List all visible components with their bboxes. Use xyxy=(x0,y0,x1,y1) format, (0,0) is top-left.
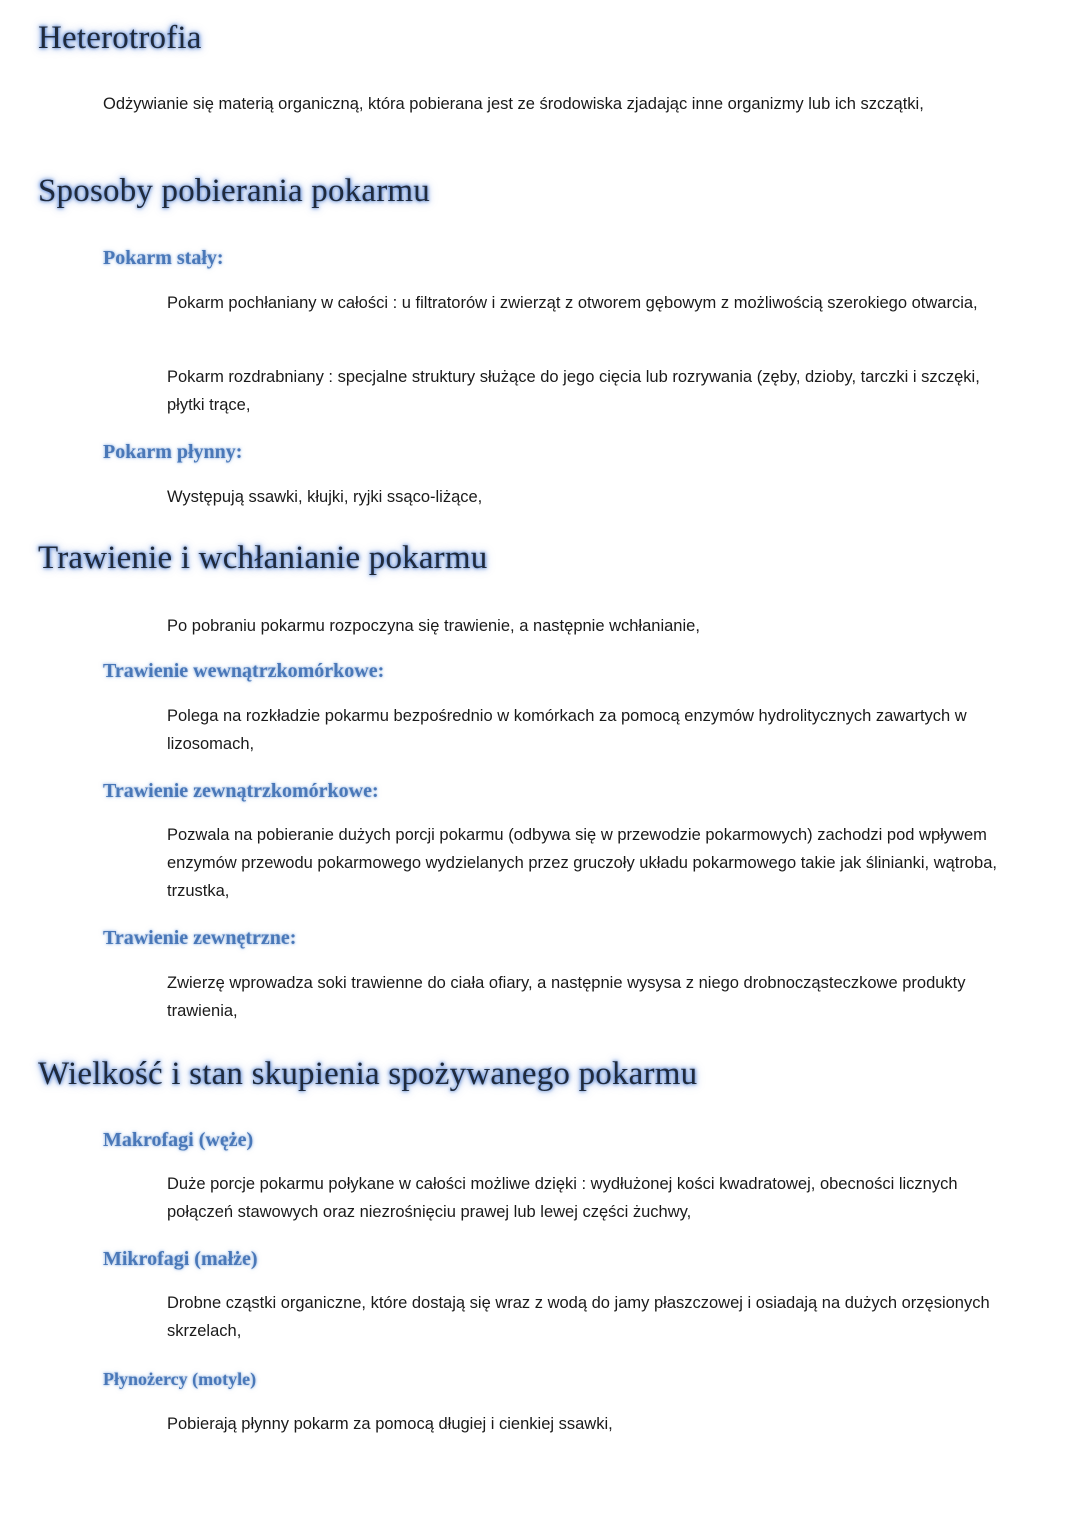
paragraph-trawienie-zewnatrzkomorkowe: Pozwala na pobieranie dużych porcji pokarmu (odbywa się w przewodzie pokarmowych) zachodzi pod wpływem enzymów przewodu pokarmowego wydzielanych przez gruczoły układu pokarmowego takie jak ślinianki, wątroba, trzustka, xyxy=(167,826,997,900)
paragraph-pokarm-pochlaniany: Pokarm pochłaniany w całości : u filtratorów i zwierząt z otworem gębowym z możliwością szerokiego otwarcia, xyxy=(167,294,978,312)
subheading-trawienie-zewnetrzne: Trawienie zewnętrzne: xyxy=(103,927,297,949)
paragraph-pokarm-plynny: Występują ssawki, kłujki, ryjki ssąco-liżące, xyxy=(167,488,483,506)
paragraph-makrofagi: Duże porcje pokarmu połykane w całości możliwe dzięki : wydłużonej kości kwadratowej, obecności licznych połączeń stawowych oraz niezrośnięciu prawej lub lewej części żuchwy, xyxy=(167,1175,958,1221)
subheading-pokarm-staly: Pokarm stały: xyxy=(103,247,224,269)
subheading-mikrofagi: Mikrofagi (małże) xyxy=(103,1248,258,1270)
paragraph-mikrofagi: Drobne cząstki organiczne, które dostają się wraz z wodą do jamy płaszczowej i osiadają na dużych orzęsionych skrzelach, xyxy=(167,1294,990,1340)
heading-heterotrofia: Heterotrofia xyxy=(38,20,202,56)
paragraph-plynozercy: Pobierają płynny pokarm za pomocą długiej i cienkiej ssawki, xyxy=(167,1415,613,1433)
subheading-pokarm-plynny: Pokarm płynny: xyxy=(103,441,243,463)
paragraph-heterotrofia-definition: Odżywianie się materią organiczną, która pobierana jest ze środowiska zjadając inne organizmy lub ich szczątki, xyxy=(103,95,924,113)
paragraph-pokarm-rozdrabniany: Pokarm rozdrabniany : specjalne struktury służące do jego cięcia lub rozrywania (zęby, dzioby, tarczki i szczęki, płytki trące, xyxy=(167,368,980,414)
heading-trawienie-wchlanianie: Trawienie i wchłanianie pokarmu xyxy=(38,540,488,576)
subheading-trawienie-wewnatrzkomorkowe: Trawienie wewnątrzkomórkowe: xyxy=(103,660,385,682)
heading-wielkosc-stan-skupienia: Wielkość i stan skupienia spożywanego pokarmu xyxy=(38,1056,698,1092)
paragraph-trawienie-zewnetrzne: Zwierzę wprowadza soki trawienne do ciała ofiary, a następnie wysysa z niego drobnocząsteczkowe produkty trawienia, xyxy=(167,974,966,1020)
subheading-trawienie-zewnatrzkomorkowe: Trawienie zewnątrzkomórkowe: xyxy=(103,780,379,802)
subheading-makrofagi: Makrofagi (węże) xyxy=(103,1129,254,1151)
paragraph-trawienie-wewnatrzkomorkowe: Polega na rozkładzie pokarmu bezpośrednio w komórkach za pomocą enzymów hydrolitycznych zawartych w lizosomach, xyxy=(167,707,967,753)
paragraph-trawienie-intro: Po pobraniu pokarmu rozpoczyna się trawienie, a następnie wchłanianie, xyxy=(167,617,700,635)
subheading-plynozercy: Płynożercy (motyle) xyxy=(103,1369,257,1389)
heading-sposoby-pobierania: Sposoby pobierania pokarmu xyxy=(38,173,430,209)
